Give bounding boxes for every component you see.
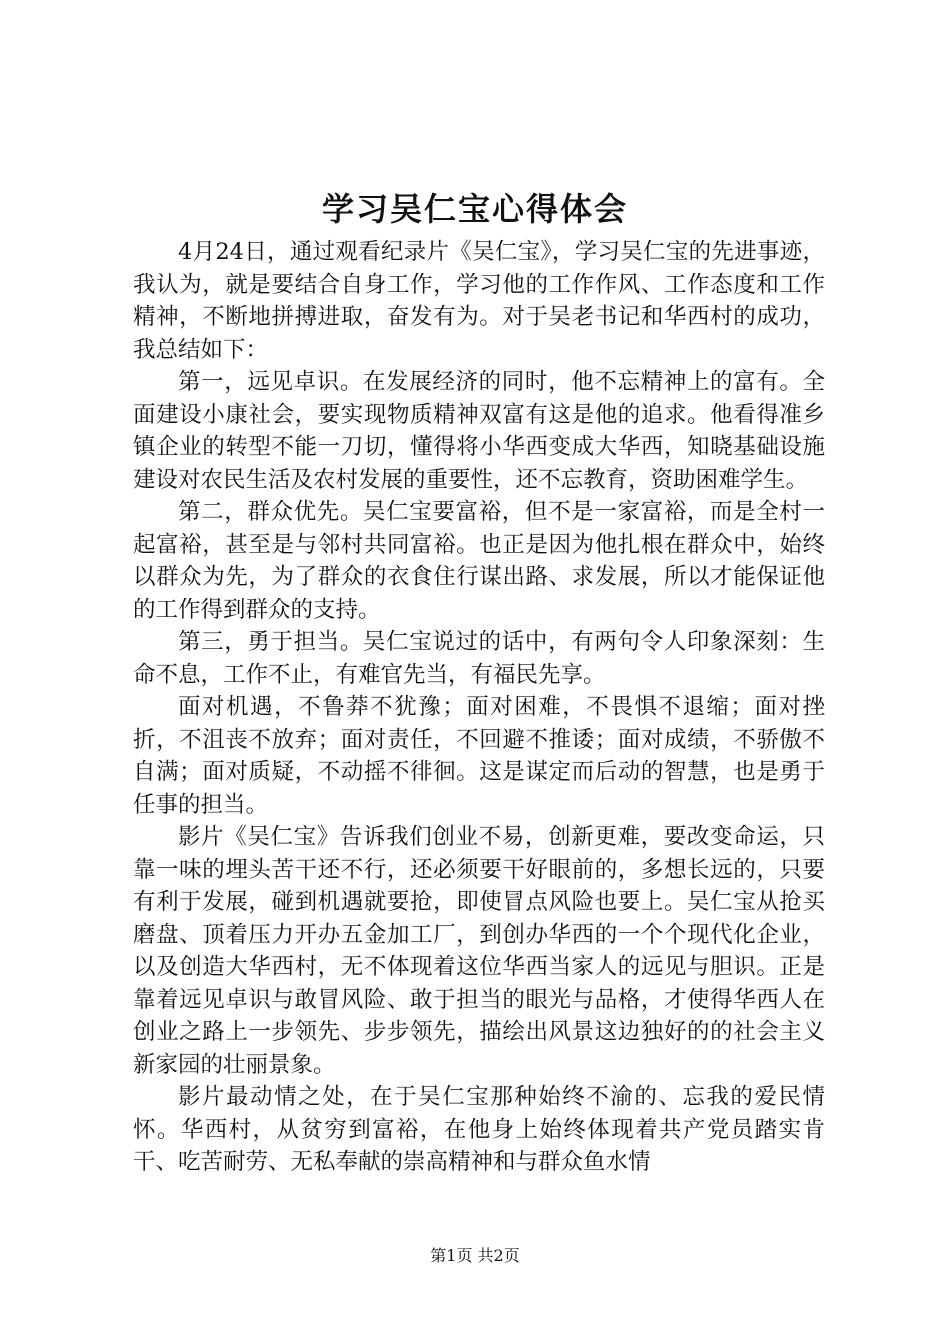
document-body bbox=[133, 236, 825, 1179]
paragraph: 面对机遇，不鲁莽不犹豫；面对困难，不畏惧不退缩；面对挫折，不沮丧不放弃；面对责任，不回避不推诿；面对成绩，不骄傲不自满；面对质疑，不动摇不徘徊。这是谋定而后动的智慧，也是勇于任事的担当。 bbox=[133, 694, 825, 818]
page-number-footer: 第1页 共2页 bbox=[430, 1246, 520, 1265]
paragraph: 第一，远见卓识。在发展经济的同时，他不忘精神上的富有。全面建设小康社会，要实现物质精神双富有这是他的追求。他看得准乡镇企业的转型不能一刀切，懂得将小华西变成大华西，知晓基础设施建设对农民生活及农村发展的重要性，还不忘教育，资助困难学生。 bbox=[133, 369, 825, 493]
paragraph: 第二，群众优先。吴仁宝要富裕，但不是一家富裕，而是全村一起富裕，甚至是与邻村共同富裕。也正是因为他扎根在群众中，始终以群众为先，为了群众的衣食住行谋出路、求发展，所以才能保证他的工作得到群众的支持。 bbox=[133, 499, 825, 623]
paragraph: 第三，勇于担当。吴仁宝说过的话中，有两句令人印象深刻：生命不息，工作不止，有难官先当，有福民先享。 bbox=[133, 629, 825, 688]
paragraph: 影片最动情之处，在于吴仁宝那种始终不渝的、忘我的爱民情怀。华西村，从贫穷到富裕，在他身上始终体现着共产党员踏实肯干、吃苦耐劳、无私奉献的崇高精神和与群众鱼水情 bbox=[133, 1084, 825, 1175]
paragraph: 影片《吴仁宝》告诉我们创业不易，创新更难，要改变命运，只靠一味的埋头苦干还不行，还必须要干好眼前的，多想长远的，只要有利于发展，碰到机遇就要抢，即使冒点风险也要上。吴仁宝从抢买磨盘、顶着压力开办五金加工厂，到创办华西的一个个现代化企业，以及创造大华西村，无不体现着这位华西当家人的远见与胆识。正是靠着远见卓识与敢冒风险、敢于担当的眼光与品格，才使得华西人在创业之路上一步领先、步步领先，描绘出风景这边独好的的社会主义新家园的壮丽景象。 bbox=[133, 824, 825, 1078]
document-title: 学习吴仁宝心得体会 bbox=[321, 190, 628, 228]
paragraph: 4月24日，通过观看纪录片《吴仁宝》，学习吴仁宝的先进事迹，我认为，就是要结合自身工作，学习他的工作作风、工作态度和工作精神，不断地拼搏进取，奋发有为。对于吴老书记和华西村的成功，我总结如下： bbox=[133, 239, 825, 363]
